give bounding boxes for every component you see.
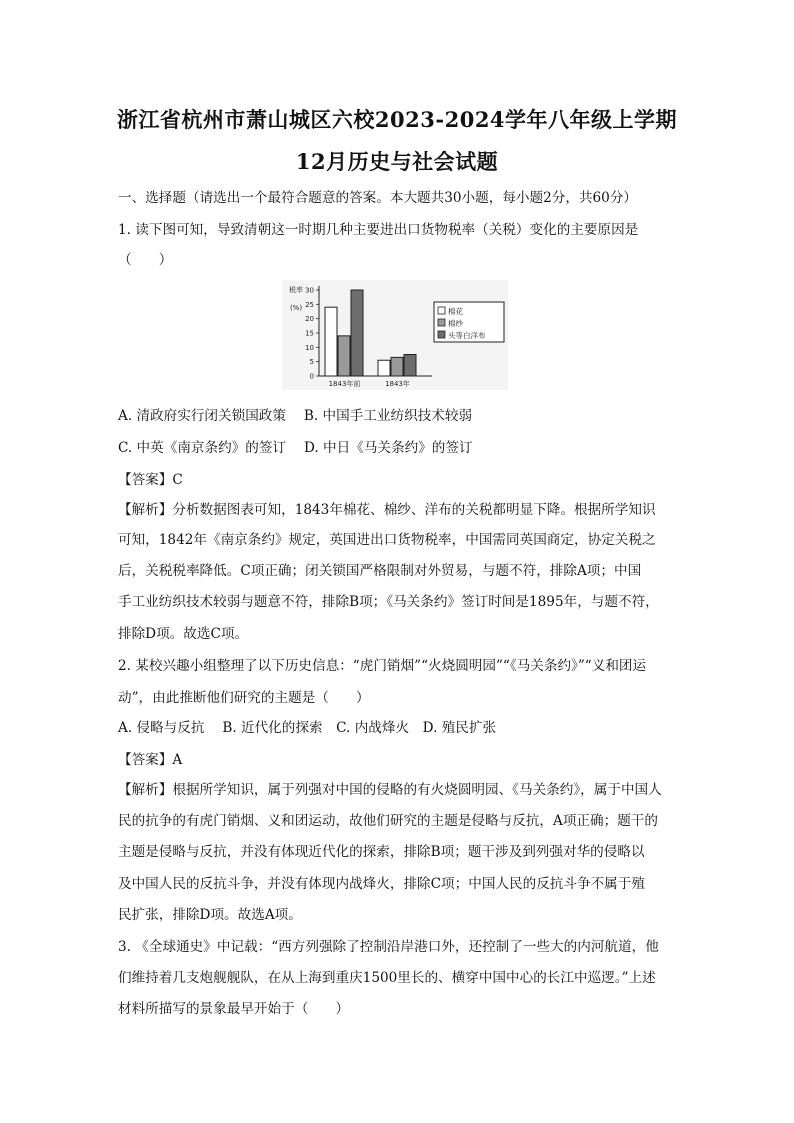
x-tick-label: 1843年前 xyxy=(328,380,361,388)
q1-analysis-line: 排除D项。故选C项。 xyxy=(118,626,249,642)
y-axis-label: (%) xyxy=(289,304,303,312)
q3-stem-line2: 们维持着几支炮舰舰队，在从上海到重庆1500里长的、横穿中国中心的长江中巡逻。”上述 xyxy=(118,970,656,986)
q2-analysis-line: 【解析】根据所学知识，属于列强对中国的侵略的有火烧圆明园、《马关条约》，属于中国人 xyxy=(118,782,662,798)
legend-label: 棉纱 xyxy=(448,319,463,328)
y-tick-label: 10 xyxy=(305,343,314,352)
q2-options: A. 侵略与反抗 B. 近代化的探索 C. 内战烽火 D. 殖民扩张 xyxy=(118,720,497,736)
q1-analysis-line: 【解析】分析数据图表可知，1843年棉花、棉纱、洋布的关税都明显下降。根据所学知识 xyxy=(118,502,656,518)
section-heading: 一、选择题（请选出一个最符合题意的答案。本大题共30小题，每小题2分，共60分） xyxy=(118,190,638,206)
y-tick-label: 25 xyxy=(305,300,314,309)
legend-label: 头等白洋布 xyxy=(448,331,486,340)
doc-title-line2: 12月历史与社会试题 xyxy=(295,149,499,174)
q1-stem-line2: （ ） xyxy=(118,252,173,268)
q2-analysis-line: 民的抗争的有虎门销烟、义和团运动，故他们研究的主题是侵略与反抗，A项正确；题干的 xyxy=(118,813,658,829)
y-tick-label: 20 xyxy=(305,315,314,324)
bar xyxy=(404,355,416,377)
q1-analysis-line: 手工业纺织技术较弱与题意不符，排除B项；《马关条约》签订时间是1895年，与题不符， xyxy=(118,594,659,610)
q3-stem-line1: 3. 《全球通史》中记载：“西方列强除了控制沿岸港口外，还控制了一些大的内河航道，他 xyxy=(118,939,659,955)
y-tick-label: 0 xyxy=(309,372,314,381)
q1-answer: 【答案】C xyxy=(118,472,183,488)
legend-swatch xyxy=(438,331,445,338)
x-tick-label: 1843年 xyxy=(385,380,410,388)
bar xyxy=(338,336,350,376)
legend-swatch xyxy=(438,307,445,314)
q2-analysis-line: 民扩张，排除D项。故选A项。 xyxy=(118,907,302,923)
bar xyxy=(378,360,390,376)
bar xyxy=(351,290,363,376)
q1-analysis-line: 后，关税税率降低。C项正确；闭关锁国严格限制对外贸易，与题不符，排除A项；中国 xyxy=(118,563,642,579)
legend-label: 棉花 xyxy=(448,307,463,316)
q2-stem-line2: 动”，由此推断他们研究的主题是（ ） xyxy=(118,690,370,706)
q1-analysis-line: 可知，1842年《南京条约》规定，英国进出口货物税率，中国需同英国商定，协定关税之 xyxy=(118,532,656,548)
q1-options-line1: A. 清政府实行闭关锁国政策 B. 中国手工业纺织技术较弱 xyxy=(118,408,473,424)
q1-options-line2: C. 中英《南京条约》的签订 D. 中日《马关条约》的签订 xyxy=(118,440,473,456)
doc-title-line1: 浙江省杭州市萧山城区六校2023-2024学年八年级上学期 xyxy=(116,107,678,132)
legend-swatch xyxy=(438,319,445,326)
y-tick-label: 30 xyxy=(305,286,314,295)
bar xyxy=(325,307,337,376)
y-tick-label: 15 xyxy=(305,329,314,338)
q2-stem-line1: 2. 某校兴趣小组整理了以下历史信息：“虎门销烟”“火烧圆明园”“《马关条约》”“义和团运 xyxy=(118,658,647,674)
q2-analysis-line: 及中国人民的反抗斗争，并没有体现内战烽火，排除C项；中国人民的反抗斗争不属于殖 xyxy=(118,876,645,892)
y-tick-label: 5 xyxy=(309,358,314,367)
q2-analysis-line: 主题是侵略与反抗，并没有体现近代化的探索，排除B项；题干涉及到列强对华的侵略以 xyxy=(118,844,645,860)
q1-stem-line1: 1. 读下图可知，导致清朝这一时期几种主要进出口货物税率（关税）变化的主要原因是 xyxy=(118,222,639,238)
y-axis-label: 税率 xyxy=(289,286,303,294)
q3-stem-line3: 材料所描写的景象最早开始于（ ） xyxy=(118,1001,350,1017)
q2-answer: 【答案】A xyxy=(118,752,183,768)
bar xyxy=(391,357,403,376)
tariff-bar-chart xyxy=(282,280,508,390)
